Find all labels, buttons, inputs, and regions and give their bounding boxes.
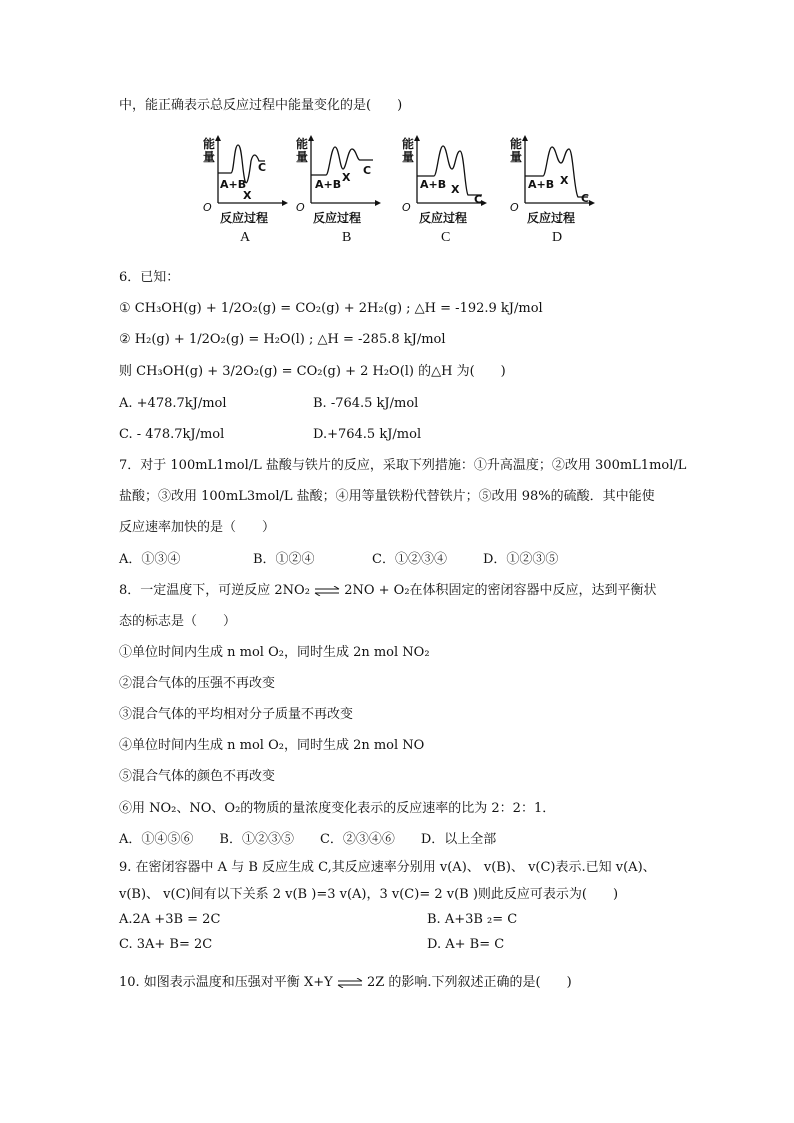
q6-equation-2: ② H₂(g) + 1/2O₂(g) = H₂O(l) ; △H = -285.8 kJ/mol <box>119 332 446 347</box>
q8-item-3: ③混合气体的平均相对分子质量不再改变 <box>119 707 354 722</box>
q6-option-c[interactable]: C. - 478.7kJ/mol <box>119 427 225 442</box>
q8-options[interactable]: A．①④⑤⑥ B．①②③⑤ C．②③④⑥ D．以上全部 <box>119 832 497 847</box>
q8-line-1-end: 2NO + O₂在体积固定的密闭容器中反应，达到平衡状 <box>344 583 657 598</box>
x-axis-label-a: 反应过程 <box>220 211 269 225</box>
x-axis-label-c: 反应过程 <box>419 211 468 225</box>
q7-option-d[interactable]: D．①②③⑤ <box>483 552 559 567</box>
energy-diagram-c <box>402 133 497 251</box>
q5-stem-tail: 中，能正确表示总反应过程中能量变化的是( ) <box>119 98 403 113</box>
q8-line-2: 态的标志是（ ） <box>119 614 237 629</box>
origin-label-a: O <box>203 201 212 214</box>
option-letter-b: B <box>342 230 352 245</box>
q6-option-d[interactable]: D.+764.5 kJ/mol <box>313 427 422 442</box>
reactant-label-d: A+B <box>528 178 555 191</box>
q7-line-1: 7．对于 100mL1mol/L 盐酸与铁片的反应，采取下列措施：①升高温度；②改用 300mL1mol/L <box>119 458 687 473</box>
intermediate-label-d: X <box>560 174 569 187</box>
q7-line-3: 反应速率加快的是（ ） <box>119 520 276 535</box>
q8-item-2: ②混合气体的压强不再改变 <box>119 676 276 691</box>
q8-line-1-start: 8．一定温度下，可逆反应 2NO₂ <box>119 583 310 598</box>
q9-line-1: 9. 在密闭容器中 A 与 B 反应生成 C,其反应速率分别用 v(A)、 v(B)、 v(C)表示.已知 v(A)、 <box>119 860 656 875</box>
q6-question: 则 CH₃OH(g) + 3/2O₂(g) = CO₂(g) + 2 H₂O(l) 的△H 为( ) <box>119 364 506 379</box>
q10-stem-start: 10. 如图表示温度和压强对平衡 X+Y <box>119 975 333 990</box>
product-label-c: C <box>474 193 483 206</box>
q6-stem: 6．已知： <box>119 270 180 285</box>
y-axis-label-b: 能量 <box>296 137 309 164</box>
reactant-label-b: A+B <box>315 178 342 191</box>
energy-diagram-b <box>296 133 391 251</box>
product-label-d: C <box>581 192 590 205</box>
q6-option-a[interactable]: A. +478.7kJ/mol <box>119 396 227 411</box>
q9-option-c[interactable]: C. 3A+ B= 2C <box>119 937 213 952</box>
q7-option-b[interactable]: B．①②④ <box>253 552 315 567</box>
q6-option-b[interactable]: B. -764.5 kJ/mol <box>313 396 419 411</box>
q10-stem <box>119 975 572 991</box>
equilibrium-arrow-icon <box>337 978 363 988</box>
product-label-b: C <box>363 164 372 177</box>
reactant-label-c: A+B <box>420 178 447 191</box>
q8-item-1: ①单位时间内生成 n mol O₂，同时生成 2n mol NO₂ <box>119 645 430 660</box>
energy-diagram-a <box>203 133 298 251</box>
q9-option-a[interactable]: A.2A +3B = 2C <box>119 912 221 927</box>
q8-item-6: ⑥用 NO₂、NO、O₂的物质的量浓度变化表示的反应速率的比为 2：2：1． <box>119 801 556 816</box>
origin-label-d: O <box>510 201 519 214</box>
q7-option-c[interactable]: C．①②③④ <box>372 552 447 567</box>
origin-label-b: O <box>296 201 305 214</box>
equilibrium-arrow-icon <box>314 586 340 596</box>
q8-line-1 <box>119 583 657 599</box>
intermediate-label-c: X <box>451 183 460 196</box>
q9-option-d[interactable]: D. A+ B= C <box>427 937 505 952</box>
option-letter-d: D <box>552 230 563 245</box>
y-axis-label-c: 能量 <box>402 137 415 164</box>
energy-diagram-d <box>510 133 605 251</box>
q10-stem-end: 2Z 的影响.下列叙述正确的是( ) <box>366 975 572 990</box>
y-axis-label-a: 能量 <box>203 137 216 164</box>
x-axis-label-b: 反应过程 <box>313 211 362 225</box>
reactant-label-a: A+B <box>220 178 247 191</box>
product-label-a: C <box>258 161 267 174</box>
x-axis-label-d: 反应过程 <box>527 211 576 225</box>
q7-line-2: 盐酸；③改用 100mL3mol/L 盐酸；④用等量铁粉代替铁片；⑤改用 98%的硫酸．其中能使 <box>119 489 655 504</box>
q7-option-a[interactable]: A．①③④ <box>119 552 181 567</box>
origin-label-c: O <box>402 201 411 214</box>
q8-item-4: ④单位时间内生成 n mol O₂，同时生成 2n mol NO <box>119 738 425 753</box>
option-letter-c: C <box>441 230 451 245</box>
q8-item-5: ⑤混合气体的颜色不再改变 <box>119 769 276 784</box>
intermediate-label-a: X <box>243 189 252 202</box>
q9-line-2: v(B)、 v(C)间有以下关系 2 v(B )=3 v(A)，3 v(C)= 2 v(B )则此反应可表示为( ) <box>119 887 619 902</box>
q6-equation-1: ① CH₃OH(g) + 1/2O₂(g) = CO₂(g) + 2H₂(g) ; △H = -192.9 kJ/mol <box>119 301 543 316</box>
q9-option-b[interactable]: B. A+3B ₂= C <box>427 912 518 927</box>
y-axis-label-d: 能量 <box>510 137 523 164</box>
intermediate-label-b: X <box>342 171 351 184</box>
option-letter-a: A <box>240 230 251 245</box>
